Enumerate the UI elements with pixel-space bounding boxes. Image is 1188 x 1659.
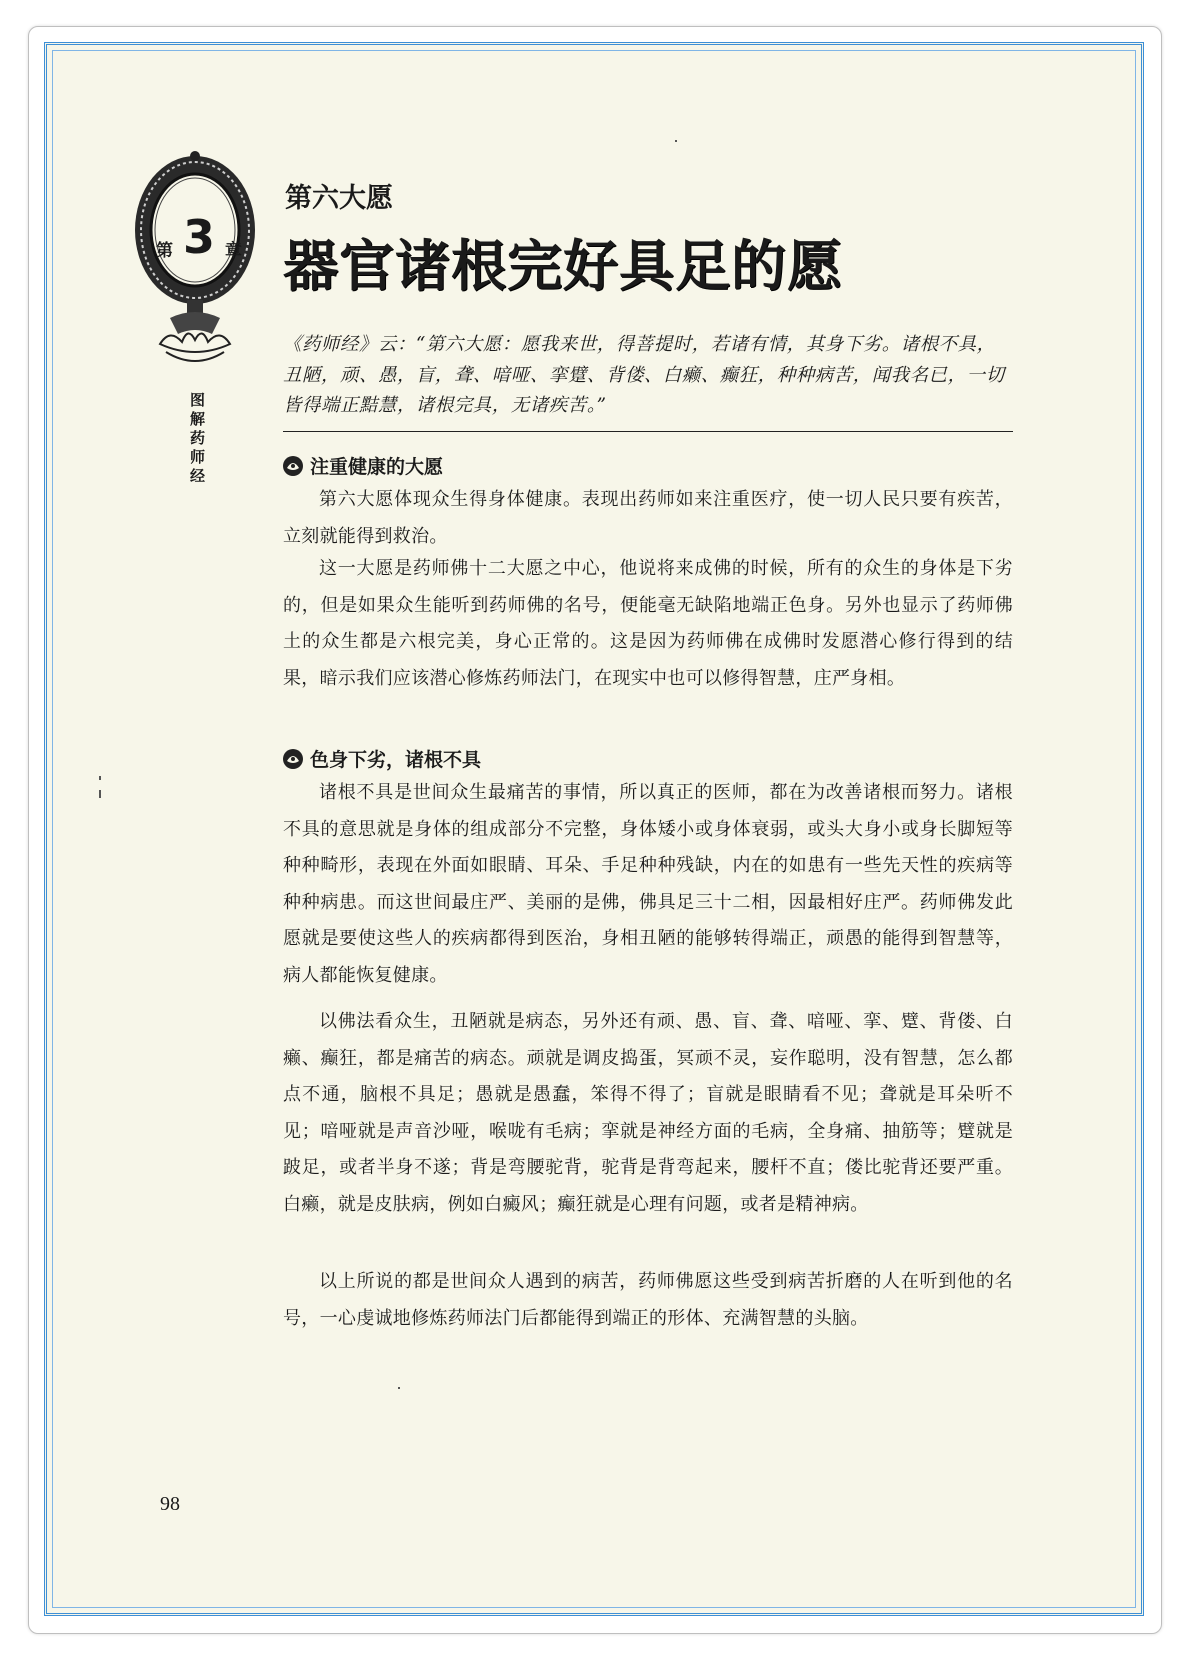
lotus-bullet-icon xyxy=(282,748,304,770)
paragraph: 这一大愿是药师佛十二大愿之中心，他说将来成佛的时候，所有的众生的身体是下劣的，但是如果众生能听到药师佛的名号，便能毫无缺陷地端正色身。另外也显示了药师佛土的众生都是六根完美，身心正常的。这是因为药师佛在成佛时发愿潜心修行得到的结果，暗示我们应该潜心修炼药师法门，在现实中也可以修得智慧，庄严身相。 xyxy=(283,558,1013,689)
scan-speck xyxy=(99,776,101,780)
section-heading-text: 色身下劣，诸根不具 xyxy=(310,749,482,771)
section-subtitle: 第六大愿 xyxy=(285,183,393,214)
page-number: 98 xyxy=(160,1493,180,1515)
paragraph: 以佛法看众生，丑陋就是病态，另外还有顽、愚、盲、聋、喑哑、挛、躄、背偻、白癞、癫狂，都是痛苦的病态。顽就是调皮捣蛋，冥顽不灵，妄作聪明，没有智慧，怎么都点不通，脑根不具足；愚就是愚蠢，笨得不得了；盲就是眼睛看不见；聋就是耳朵听不见；喑哑就是声音沙哑，喉咙有毛病；挛就是神经方面的毛病，全身痛、抽筋等；躄就是跛足，或者半身不遂；背是弯腰驼背，驼背是背弯起来，腰杆不直；偻比驼背还要严重。白癞，就是皮肤病，例如白癜风；癫狂就是心理有问题，或者是精神病。 xyxy=(283,1011,1013,1215)
paragraph: 诸根不具是世间众生最痛苦的事情，所以真正的医师，都在为改善诸根而努力。诸根不具的意思就是身体的组成部分不完整，身体矮小或身体衰弱，或头大身小或身长脚短等种种畸形，表现在外面如眼睛、耳朵、手足种种残缺，内在的如患有一些先天性的疾病等种种病患。而这世间最庄严、美丽的是佛，佛具足三十二相，因最相好庄严。药师佛发此愿就是要使这些人的疾病都得到医治，身相丑陋的能够转得端正，顽愚的能得到智慧等，病人都能恢复健康。 xyxy=(283,782,1013,986)
paragraph: 以上所说的都是世间众人遇到的病苦，药师佛愿这些受到病苦折磨的人在听到他的名号，一心虔诚地修炼药师法门后都能得到端正的形体、充满智慧的头脑。 xyxy=(283,1271,1013,1329)
scan-speck xyxy=(675,140,677,142)
chapter-number: 3 xyxy=(183,210,216,264)
book-title-side-label: 图解药师经 xyxy=(188,392,206,487)
sutra-quote: 《药师经》云：“第六大愿：愿我来世，得菩提时，若诸有情，其身下劣。诸根不具，丑陋，顽、愚，盲，聋、喑哑、挛躄、背偻、白癞、癫狂，种种病苦，闻我名已，一切皆得端正黠慧，诸根完具，无诸疾苦。” xyxy=(283,334,1005,416)
section-heading-health xyxy=(282,452,443,479)
chapter-suffix: 章 xyxy=(225,241,242,261)
page-title: 器官诸根完好具足的愿 xyxy=(283,234,844,298)
quote-divider xyxy=(283,431,1013,432)
section-heading-text: 注重健康的大愿 xyxy=(310,456,444,478)
section-heading-defects xyxy=(282,745,481,772)
scan-speck xyxy=(99,790,101,798)
lotus-bullet-icon xyxy=(282,455,304,477)
paragraph: 第六大愿体现众生得身体健康。表现出药师如来注重医疗，使一切人民只要有疾苦，立刻就能得到救治。 xyxy=(283,489,1013,547)
chapter-prefix: 第 xyxy=(156,241,173,261)
scan-speck xyxy=(398,1387,400,1389)
